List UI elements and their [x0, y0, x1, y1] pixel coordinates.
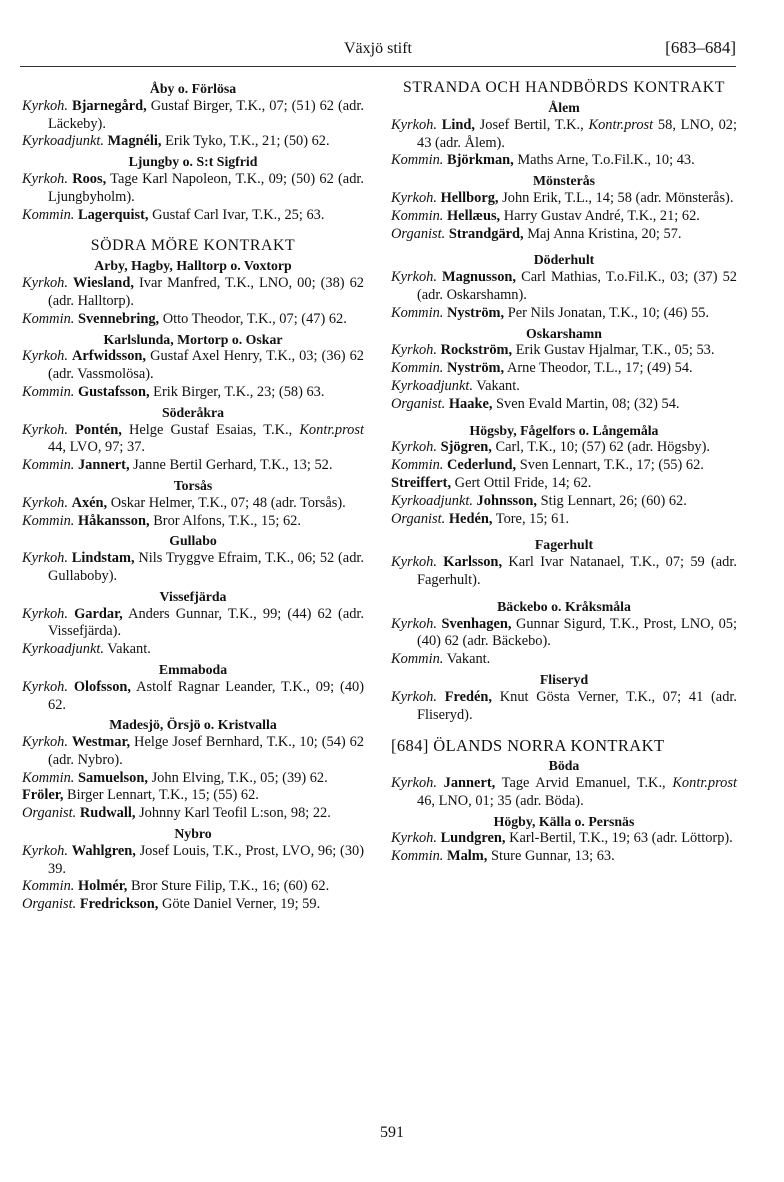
- entry-details: Janne Bertil Gerhard, T.K., 13; 52.: [133, 457, 333, 474]
- role-label: Kommin.: [391, 360, 444, 377]
- directory-entry: [391, 511, 737, 529]
- directory-entry: [22, 805, 364, 823]
- role-label: Organist.: [391, 395, 446, 412]
- role-label: Kommin.: [22, 512, 75, 529]
- role-label: Kyrkoadjunkt.: [22, 641, 104, 658]
- role-label: Kommin.: [391, 848, 444, 865]
- person-surname: Fröler,: [22, 787, 64, 804]
- person-surname: Olofsson,: [73, 678, 132, 695]
- entry-details: Stig Lennart, 26; (60) 62.: [540, 492, 687, 509]
- directory-entry: [391, 226, 737, 244]
- entry-details: Josef Bertil, T.K.,: [479, 116, 584, 133]
- entry-details: Johnny Karl Teofil L:son, 98; 22.: [139, 805, 331, 822]
- person-surname: Hellborg,: [440, 189, 499, 206]
- directory-entry: [391, 457, 737, 475]
- entry-details-cont: 46, LNO, 01; 35 (adr. Böda).: [417, 792, 584, 809]
- directory-entry: [391, 152, 737, 170]
- directory-entry: [22, 384, 364, 402]
- entry-details: Erik Tyko, T.K., 21; (50) 62.: [165, 133, 330, 150]
- directory-entry: [391, 439, 737, 457]
- directory-entry: [22, 422, 364, 458]
- entry-details: Sven Lennart, T.K., 17; (55) 62.: [519, 457, 704, 474]
- entry-details-cont: 44, LVO, 97; 37.: [48, 439, 146, 456]
- parish-heading: Oskarshamn: [526, 325, 602, 341]
- parish-heading: Döderhult: [533, 252, 595, 268]
- entry-details: Maj Anna Kristina, 20; 57.: [527, 225, 682, 242]
- directory-entry: [22, 495, 364, 513]
- parish-heading: Åby o. Förlösa: [149, 81, 237, 96]
- parish-heading: Högby, Källa o. Persnäs: [493, 813, 635, 829]
- parish-heading: Madesjö, Örsjö o. Kristvalla: [109, 717, 277, 733]
- directory-entry: [391, 616, 737, 652]
- person-surname: Hedén,: [448, 510, 493, 527]
- directory-entry: [22, 787, 364, 805]
- role-label: Kommin.: [391, 651, 444, 668]
- role-label: Kyrkoadjunkt.: [22, 133, 104, 150]
- person-surname: Lagerquist,: [77, 206, 149, 223]
- role-label: Kyrkoh.: [391, 189, 437, 206]
- entry-details: Helge Josef Bernhard, T.K., 10; (54) 62 (adr. Nybro).: [48, 734, 364, 768]
- role-label: Kyrkoh.: [391, 439, 437, 456]
- person-surname: Wiesland,: [73, 275, 134, 292]
- directory-entry: [22, 878, 364, 896]
- title-label: Kontr.prost: [672, 775, 737, 792]
- directory-entry: [391, 305, 737, 323]
- person-surname: Jannert,: [77, 457, 130, 474]
- parish-heading: Karlslunda, Mortorp o. Oskar: [103, 331, 283, 347]
- parish-heading: Gullabo: [169, 533, 217, 549]
- entry-details: Erik Gustav Hjalmar, T.K., 05; 53.: [515, 342, 715, 359]
- entry-details: Sven Evald Martin, 08; (32) 54.: [496, 395, 680, 412]
- person-surname: Håkansson,: [77, 512, 150, 529]
- directory-entry: [22, 275, 364, 311]
- role-label: Organist.: [22, 896, 77, 913]
- directory-entry: [22, 679, 364, 715]
- role-label: Kommin.: [391, 304, 444, 321]
- role-label: Organist.: [391, 225, 446, 242]
- role-label: Kyrkoh.: [22, 170, 68, 187]
- person-surname: Holmér,: [77, 878, 128, 895]
- entry-details: Carl Mathias, T.o.Fil.K., 03; (37) 52 (adr. Oskarshamn).: [417, 269, 737, 303]
- entry-details: Josef Louis, T.K., Prost, LVO, 96; (30) 39.: [48, 842, 364, 877]
- contract-heading: SÖDRA MÖRE KONTRAKT: [90, 237, 296, 255]
- directory-entry: [22, 98, 364, 134]
- role-label: Kommin.: [22, 206, 75, 223]
- person-surname: Magnusson,: [442, 269, 517, 286]
- directory-entry: [391, 493, 737, 511]
- running-header: [20, 36, 736, 67]
- role-label: Kyrkoh.: [22, 275, 68, 292]
- contract-heading: STRANDA OCH HANDBÖRDS KONTRAKT: [402, 79, 726, 96]
- directory-entry: [391, 190, 737, 208]
- role-label: Kyrkoh.: [22, 605, 68, 622]
- directory-entry: [391, 117, 737, 153]
- role-label: Kyrkoh.: [391, 688, 437, 705]
- contract-heading: [684] ÖLANDS NORRA KONTRAKT: [391, 736, 665, 756]
- person-surname: Wahlgren,: [71, 842, 136, 859]
- page-number: 591: [380, 1124, 404, 1141]
- person-surname: Rockström,: [440, 342, 513, 359]
- entry-details: Vakant.: [446, 651, 491, 668]
- directory-entry: [391, 360, 737, 378]
- person-surname: Fredén,: [444, 688, 492, 705]
- person-surname: Samuelson,: [77, 769, 148, 786]
- person-surname: Axén,: [71, 494, 108, 511]
- parish-heading: Emmaboda: [158, 661, 228, 677]
- entry-details: Per Nils Jonatan, T.K., 10; (46) 55.: [507, 304, 710, 321]
- parish-heading: Fliseryd: [539, 671, 589, 687]
- role-label: Kommin.: [22, 878, 75, 895]
- directory-entry: [22, 896, 364, 914]
- person-surname: Gardar,: [74, 605, 123, 622]
- role-label: Kommin.: [22, 769, 75, 786]
- directory-entry: [391, 378, 737, 396]
- role-label: Kyrkoh.: [391, 269, 437, 286]
- entry-details: Bror Sture Filip, T.K., 16; (60) 62.: [131, 878, 330, 895]
- directory-entry: [391, 554, 737, 590]
- parish-heading: Nybro: [174, 826, 212, 842]
- role-label: Kommin.: [391, 152, 444, 169]
- directory-entry: [391, 848, 737, 866]
- role-label: Kyrkoh.: [22, 97, 68, 114]
- role-label: Kyrkoh.: [22, 421, 68, 438]
- entry-details: Tore, 15; 61.: [495, 510, 570, 527]
- directory-entry: [391, 208, 737, 226]
- entry-details: Harry Gustav André, T.K., 21; 62.: [503, 207, 700, 224]
- header-title: Växjö stift: [344, 40, 412, 57]
- parish-heading: Bäckebo o. Kråksmåla: [497, 598, 631, 614]
- role-label: Organist.: [22, 805, 77, 822]
- parish-heading: Ålem: [548, 100, 580, 115]
- role-label: Kommin.: [391, 207, 444, 224]
- role-label: Kyrkoh.: [22, 678, 68, 695]
- directory-entry: [391, 830, 737, 848]
- parish-heading: Böda: [548, 758, 580, 774]
- entry-details: Karl Ivar Natanael, T.K., 07; 59 (adr. Fagerhult).: [417, 554, 737, 588]
- directory-entry: [22, 171, 364, 207]
- entry-details: Vakant.: [476, 377, 520, 394]
- entry-details: Gustaf Birger, T.K., 07; (51) 62 (adr. Läckeby).: [48, 97, 364, 132]
- person-surname: Pontén,: [75, 421, 122, 438]
- person-surname: Haake,: [448, 395, 493, 412]
- person-surname: Arfwidsson,: [72, 348, 146, 365]
- person-surname: Lundgren,: [440, 830, 506, 847]
- entry-details: Göte Daniel Verner, 19; 59.: [161, 896, 321, 913]
- directory-entry: [22, 770, 364, 788]
- role-label: Kyrkoh.: [391, 554, 437, 571]
- directory-entry: [22, 311, 364, 329]
- person-surname: Gustafsson,: [77, 383, 150, 400]
- role-label: Kyrkoh.: [391, 830, 437, 847]
- entry-details: Vakant.: [107, 641, 151, 658]
- role-label: Kyrkoh.: [22, 734, 68, 751]
- entry-details: Gustaf Carl Ivar, T.K., 25; 63.: [152, 206, 325, 223]
- directory-entry: [22, 133, 364, 151]
- parish-heading: Söderåkra: [161, 404, 225, 420]
- person-surname: Strandgärd,: [448, 225, 524, 242]
- directory-entry: [22, 207, 364, 225]
- entry-details: Carl, T.K., 10; (57) 62 (adr. Högsby).: [495, 439, 710, 456]
- entry-details: Arne Theodor, T.L., 17; (49) 54.: [506, 360, 693, 377]
- entry-details: Helge Gustaf Esaias, T.K.,: [129, 421, 293, 438]
- directory-entry: [22, 457, 364, 475]
- entry-details: Anders Gunnar, T.K., 99; (44) 62 (adr. Vissefjärda).: [48, 605, 364, 640]
- person-surname: Streiffert,: [391, 474, 452, 491]
- directory-entry: [391, 269, 737, 305]
- parish-heading: Torsås: [173, 477, 213, 493]
- entry-details: Karl-Bertil, T.K., 19; 63 (adr. Löttorp).: [509, 830, 733, 847]
- directory-entry: [391, 651, 737, 669]
- entry-details: Nils Tryggve Efraim, T.K., 06; 52 (adr. Gullaboby).: [48, 550, 364, 584]
- role-label: Kyrkoh.: [391, 615, 437, 632]
- person-surname: Johnsson,: [476, 492, 537, 509]
- directory-entry: [391, 342, 737, 360]
- person-surname: Björkman,: [446, 152, 514, 169]
- directory-entry: [22, 843, 364, 879]
- role-label: Kommin.: [391, 457, 444, 474]
- entry-details: John Erik, T.L., 14; 58 (adr. Mönsterås).: [502, 189, 734, 206]
- directory-entry: [22, 550, 364, 586]
- parish-heading: Vissefjärda: [159, 588, 227, 604]
- person-surname: Malm,: [446, 848, 488, 865]
- entry-details: Sture Gunnar, 13; 63.: [490, 848, 615, 865]
- person-surname: Nyström,: [446, 360, 505, 377]
- person-surname: Lindstam,: [71, 550, 135, 567]
- role-label: Organist.: [391, 510, 446, 527]
- directory-entry: [22, 348, 364, 384]
- entry-details: Astolf Ragnar Leander, T.K., 09; (40) 62.: [48, 678, 365, 713]
- entry-details: Maths Arne, T.o.Fil.K., 10; 43.: [517, 152, 695, 169]
- entry-details: Ivar Manfred, T.K., LNO, 00; (38) 62 (adr. Halltorp).: [48, 275, 364, 309]
- directory-entry: [22, 606, 364, 642]
- role-label: Kyrkoadjunkt.: [391, 492, 473, 509]
- person-surname: Westmar,: [71, 734, 131, 751]
- role-label: Kyrkoh.: [391, 775, 437, 792]
- directory-entry: [22, 641, 364, 659]
- role-label: Kyrkoh.: [391, 116, 437, 133]
- entry-details: Erik Birger, T.K., 23; (58) 63.: [153, 383, 325, 400]
- entry-details: John Elving, T.K., 05; (39) 62.: [151, 769, 328, 786]
- person-surname: Jannert,: [443, 775, 496, 792]
- parish-heading: Högsby, Fågelfors o. Långemåla: [469, 422, 659, 438]
- parish-heading: Arby, Hagby, Halltorp o. Voxtorp: [94, 258, 292, 274]
- person-surname: Roos,: [72, 170, 107, 187]
- person-surname: Nyström,: [446, 304, 505, 321]
- person-surname: Rudwall,: [79, 805, 136, 822]
- entry-details: Bror Alfons, T.K., 15; 62.: [153, 512, 301, 529]
- parish-heading: Ljungby o. S:t Sigfrid: [128, 154, 258, 170]
- title-label: Kontr.prost: [299, 421, 364, 438]
- directory-entry: [391, 396, 737, 414]
- person-surname: Bjarnegård,: [71, 97, 147, 114]
- person-surname: Karlsson,: [443, 554, 503, 571]
- entry-details: Otto Theodor, T.K., 07; (47) 62.: [162, 310, 347, 327]
- person-surname: Magnéli,: [107, 133, 162, 150]
- person-surname: Sjögren,: [440, 439, 492, 456]
- role-label: Kommin.: [22, 383, 75, 400]
- header-page-range: [683–684]: [665, 38, 736, 57]
- person-surname: Svenhagen,: [441, 615, 512, 632]
- person-surname: Fredrickson,: [79, 896, 159, 913]
- right-column: [391, 78, 737, 866]
- role-label: Kyrkoh.: [22, 550, 68, 567]
- role-label: Kyrkoh.: [22, 842, 68, 859]
- role-label: Kyrkoh.: [391, 342, 437, 359]
- entry-details: Gunnar Sigurd, T.K., Prost, LNO, 05; (40) 62 (adr. Bäckebo).: [417, 615, 737, 650]
- role-label: Kyrkoadjunkt.: [391, 377, 473, 394]
- parish-heading: Mönsterås: [532, 173, 596, 189]
- directory-entry: [22, 734, 364, 770]
- entry-details: Oskar Helmer, T.K., 07; 48 (adr. Torsås).: [110, 494, 346, 511]
- role-label: Kyrkoh.: [22, 494, 68, 511]
- directory-entry: [391, 475, 737, 493]
- person-surname: Lind,: [441, 116, 475, 133]
- entry-details: Birger Lennart, T.K., 15; (55) 62.: [67, 787, 259, 804]
- entry-details: Gert Ottil Fride, 14; 62.: [454, 474, 592, 491]
- entry-details: Gustaf Axel Henry, T.K., 03; (36) 62 (adr. Vassmolösa).: [48, 348, 364, 383]
- parish-heading: Fagerhult: [534, 537, 594, 553]
- directory-entry: [391, 775, 737, 811]
- entry-details: Tage Arvid Emanuel, T.K.,: [501, 775, 666, 792]
- entry-details-cont: 58, LNO, 02; 43 (adr. Ålem).: [417, 116, 737, 151]
- entry-details: Knut Gösta Verner, T.K., 07; 41 (adr. Fliseryd).: [417, 688, 737, 723]
- person-surname: Svennebring,: [77, 310, 160, 327]
- person-surname: Cederlund,: [446, 457, 517, 474]
- left-column: [22, 78, 364, 914]
- directory-entry: [391, 689, 737, 725]
- person-surname: Hellæus,: [446, 207, 501, 224]
- role-label: Kommin.: [22, 457, 75, 474]
- role-label: Kommin.: [22, 310, 75, 327]
- title-label: Kontr.prost: [588, 116, 654, 133]
- role-label: Kyrkoh.: [22, 348, 68, 365]
- directory-entry: [22, 513, 364, 531]
- entry-details: Tage Karl Napoleon, T.K., 09; (50) 62 (adr. Ljungbyholm).: [48, 170, 364, 205]
